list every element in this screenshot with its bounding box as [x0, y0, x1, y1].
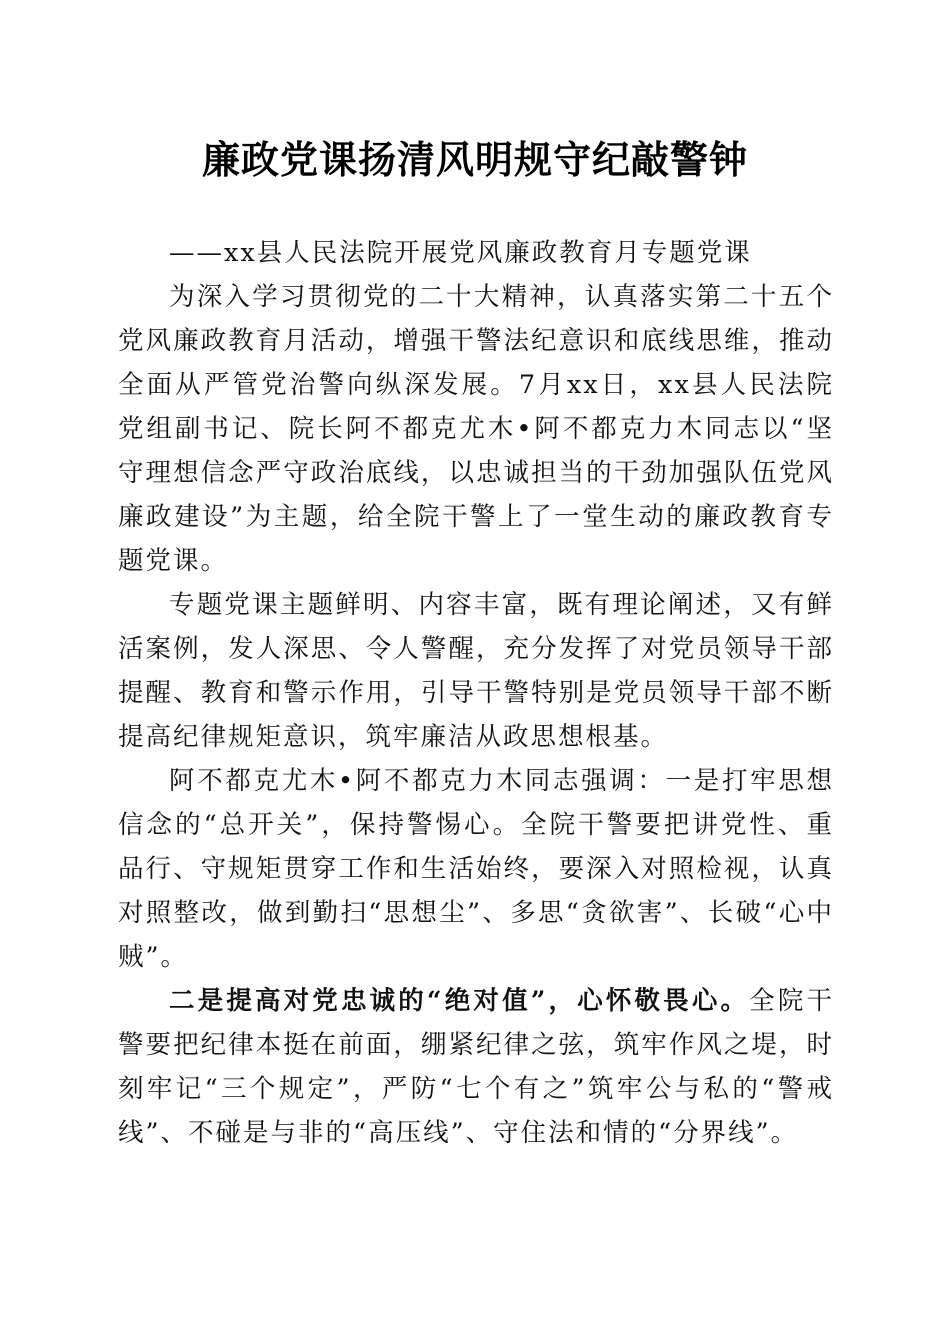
- document-subtitle: ——xx县人民法院开展党风廉政教育月专题党课: [169, 238, 752, 268]
- document-title: 廉政党课扬清风明规守纪敲警钟: [201, 138, 748, 182]
- paragraph-intro: 为深入学习贯彻党的二十大精神，认真落实第二十五个党风廉政教育月活动，增强干警法纪意识和底线思维，推动全面从严管党治警向纵深发展。7月xx日，xx县人民法院党组副书记、院长阿不都克尤木•阿不都克力木同志以“坚守理想信念严守政治底线，以忠诚担当的干劲加强队伍党风廉政建设”为主题，给全院干警上了一堂生动的廉政教育专题党课。: [118, 282, 834, 576]
- paragraph-content: 专题党课主题鲜明、内容丰富，既有理论阐述，又有鲜活案例，发人深思、令人警醒，充分发挥了对党员领导干部提醒、教育和警示作用，引导干警特别是党员领导干部不断提高纪律规矩意识，筑牢廉洁从政思想根基。: [118, 590, 834, 752]
- document-body: [118, 231, 834, 1155]
- paragraph-point-two: [118, 979, 834, 1155]
- point-two-rest: 全院干警要把纪律本挺在前面，绷紧纪律之弦，筑牢作风之堤，时刻牢记“三个规定”，严防“七个有之”筑牢公与私的“警戒线”、不碰是与非的“高压线”、守住法和情的“分界线”。: [118, 986, 834, 1148]
- point-two-lead: 二是提高对党忠诚的“绝对值”，心怀敬畏心。: [169, 986, 750, 1016]
- paragraph-point-one: 阿不都克尤木•阿不都克力木同志强调：一是打牢思想信念的“总开关”，保持警惕心。全院干警要把讲党性、重品行、守规矩贯穿工作和生活始终，要深入对照检视，认真对照整改，做到勤扫“思想尘”、多思“贪欲害”、长破“心中贼”。: [118, 766, 834, 972]
